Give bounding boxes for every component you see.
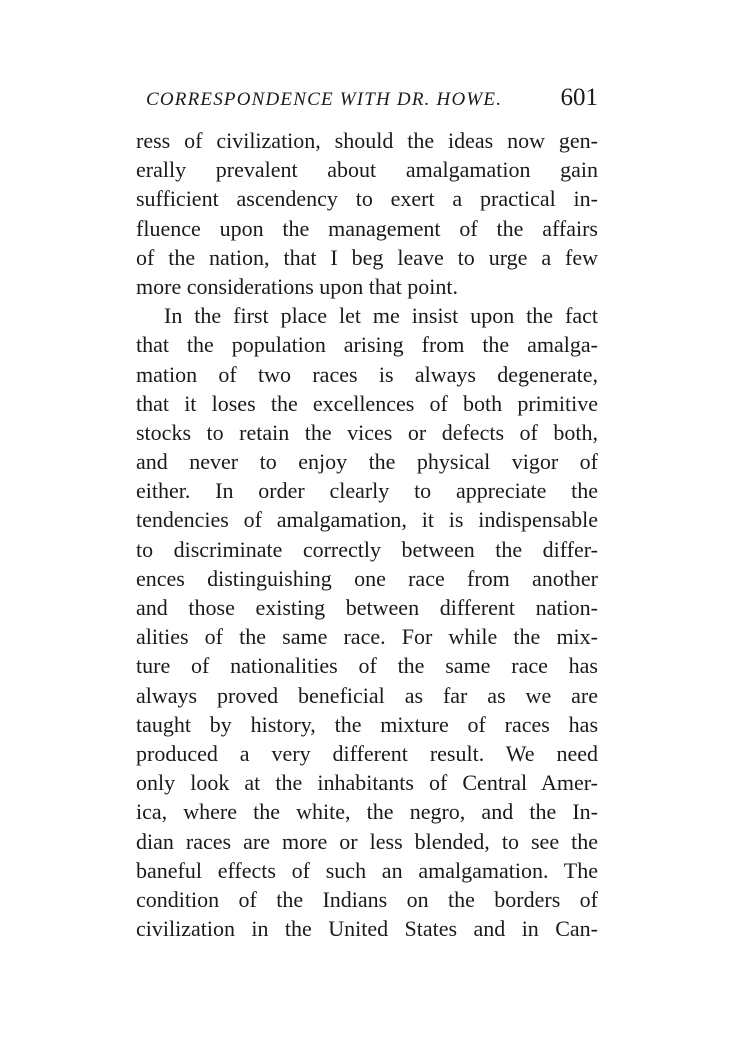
text-line: sufficient ascendency to exert a practical in- <box>136 186 598 212</box>
body-text <box>136 126 598 943</box>
text-line: alities of the same race. For while the mix- <box>136 624 598 650</box>
text-line: civilization in the United States and in Can- <box>136 916 598 942</box>
text-line: and those existing between different nation- <box>136 595 598 620</box>
text-line: ica, where the white, the negro, and the In- <box>136 799 598 825</box>
text-line: produced a very different result. We need <box>136 740 598 766</box>
text-line: more considerations upon that point. <box>136 273 458 299</box>
text-line: of the nation, that I beg leave to urge a few <box>136 244 598 270</box>
text-line: condition of the Indians on the borders of <box>136 886 598 912</box>
text-line: ture of nationalities of the same race has <box>136 653 598 679</box>
text-line: fluence upon the management of the affairs <box>136 215 598 241</box>
text-line: that the population arising from the amalga- <box>136 332 598 358</box>
running-title: CORRESPONDENCE WITH DR. HOWE. <box>146 89 503 110</box>
page-number: 601 <box>560 84 598 111</box>
text-line: always proved beneficial as far as we are <box>136 682 598 708</box>
text-line: ences distinguishing one race from another <box>136 565 598 591</box>
text-line: baneful effects of such an amalgamation. The <box>136 857 598 883</box>
running-head <box>146 84 598 116</box>
text-line: that it loses the excellences of both primitive <box>136 390 598 416</box>
text-line: stocks to retain the vices or defects of both, <box>136 419 598 445</box>
paragraph <box>136 126 598 301</box>
text-line: taught by history, the mixture of races has <box>136 711 598 737</box>
text-line: to discriminate correctly between the differ- <box>136 536 598 562</box>
text-line: either. In order clearly to appreciate the <box>136 478 598 504</box>
text-line: dian races are more or less blended, to see the <box>136 828 598 854</box>
text-line: tendencies of amalgamation, it is indispensable <box>136 507 598 533</box>
text-line: ress of civilization, should the ideas now gen- <box>136 128 598 153</box>
text-line: erally prevalent about amalgamation gain <box>136 157 598 183</box>
text-line: mation of two races is always degenerate, <box>136 361 598 387</box>
text-line: and never to enjoy the physical vigor of <box>136 449 598 475</box>
text-line: only look at the inhabitants of Central Amer- <box>136 770 598 796</box>
text-line: In the first place let me insist upon the fact <box>164 303 598 329</box>
paragraph <box>136 301 598 943</box>
